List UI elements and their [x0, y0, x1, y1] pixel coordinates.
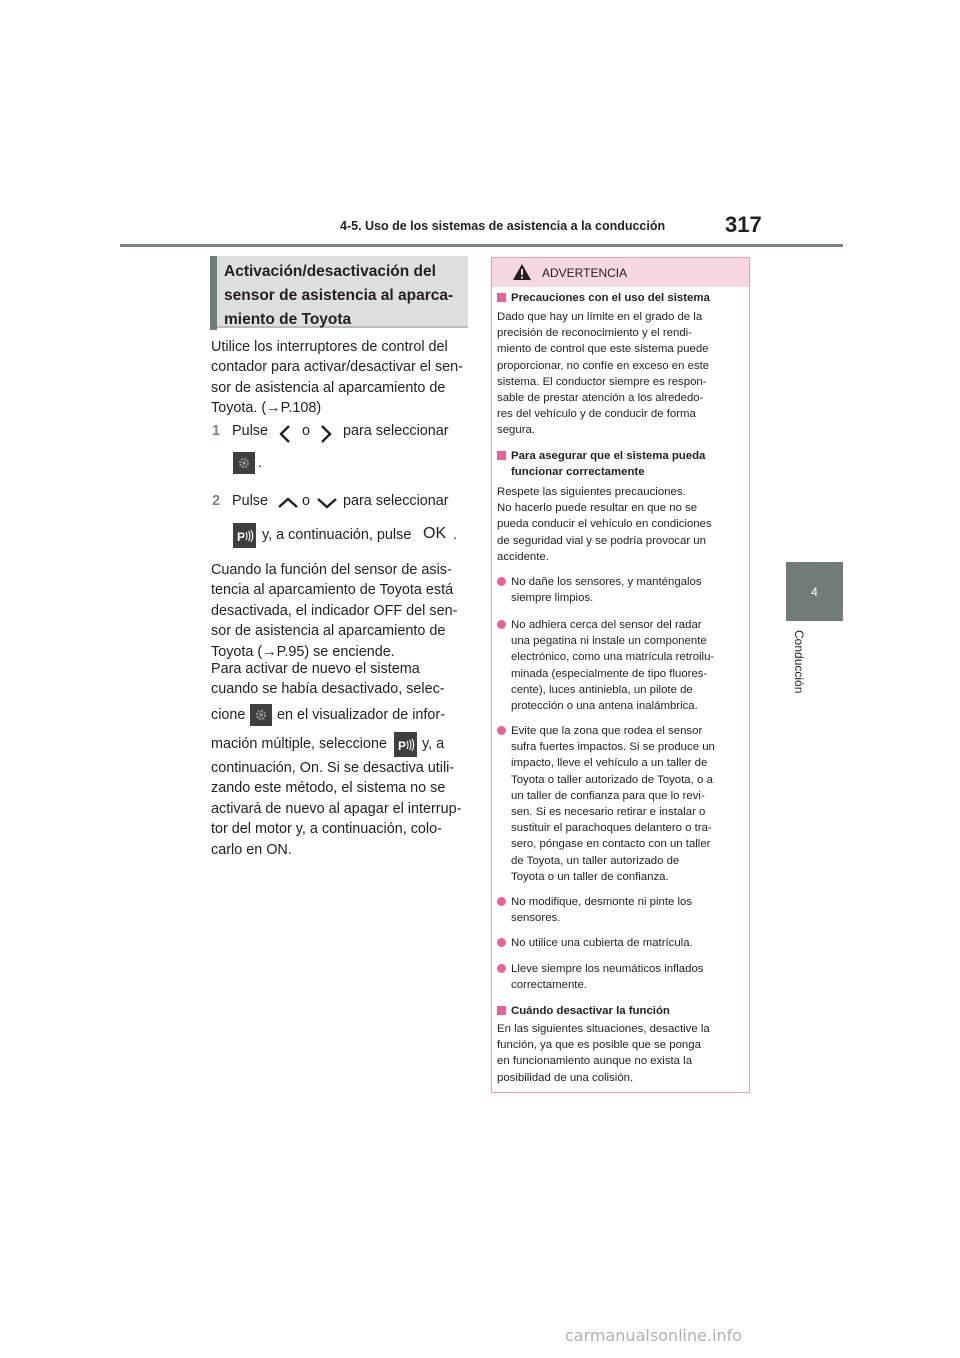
chevron-down-icon [316, 497, 338, 509]
text-line: pueda conducir el vehículo en condiciones [497, 518, 712, 531]
section-heading-line: Activación/desactivación del [224, 263, 436, 280]
text-line: siempre limpios. [511, 592, 594, 605]
step-text: para seleccionar [343, 423, 449, 439]
text-line: de seguridad vial y se podría provocar un [497, 534, 706, 547]
text-line: Respete las siguientes precauciones. [497, 486, 686, 498]
step-text: para seleccionar [343, 493, 449, 509]
text-line: sor de asistencia al aparcamiento de [211, 379, 446, 396]
text-line: zando este método, el sistema no se [211, 780, 446, 797]
paragraph-reactivate-cont [211, 758, 473, 860]
chapter-number: 4 [811, 584, 818, 599]
text-line: segura. [497, 424, 535, 437]
text-line: Cuando la función del sensor de asis- [211, 562, 452, 578]
text-line: impacto, lleve el vehículo a un taller de [511, 757, 708, 770]
text-line: Toyota o un taller de confianza. [511, 870, 669, 883]
svg-text:P: P [236, 529, 245, 544]
header-rule [120, 244, 843, 247]
page-number: 317 [725, 212, 762, 237]
step-end: . [453, 527, 457, 543]
text-line: protección o una antena inalámbrica. [511, 700, 698, 713]
warning-subheading: Cuándo desactivar la función [511, 1005, 670, 1017]
text-line: de Toyota, un taller autorizado de [511, 854, 680, 867]
text-line: Toyota. (→P.108) [211, 400, 322, 417]
text-line: res del vehículo y de conducir de forma [497, 408, 696, 421]
text-line: función, ya que es posible que se ponga [497, 1039, 701, 1052]
warning-subheading: Precauciones con el uso del sistema [511, 292, 710, 304]
text-line: cione [211, 707, 246, 723]
text-line: continuación, On. Si se desactiva utili- [211, 760, 455, 776]
text-line: Toyota o taller autorizado de Toyota, o a [511, 773, 713, 786]
step-end: . [258, 455, 262, 471]
warning-list-item [511, 574, 744, 606]
watermark: carmanualsonline.info [565, 1326, 743, 1345]
warning-list-item [511, 961, 744, 993]
round-bullet [497, 726, 506, 735]
paragraph-off-indicator [211, 560, 473, 662]
chevron-left-icon [279, 424, 291, 444]
warning-paragraph [497, 309, 737, 439]
section-heading [210, 256, 468, 328]
text-line: sen. Si es necesario retirar e instalar o [511, 806, 706, 819]
text-line: No utilice una cubierta de matrícula. [511, 937, 693, 949]
text-line: Evite que la zona que rodea el sensor [511, 725, 703, 737]
round-bullet [497, 577, 506, 586]
text-line: No hacerlo puede resultar en que no se [497, 502, 698, 515]
square-bullet [497, 293, 506, 302]
text-line: funcionar correctamente [511, 466, 645, 479]
text-line: Dado que hay un límite en el grado de la [497, 311, 703, 323]
text-line: sable de prestar atención a los alrededo- [497, 392, 704, 405]
text-line: En las siguientes situaciones, desactive la [497, 1023, 710, 1035]
text-line: carlo en ON. [211, 841, 292, 858]
text-line: sustituir el parachoques delantero o tra- [511, 822, 712, 835]
parking-sensor-icon [394, 732, 417, 757]
text-line: tencia al aparcamiento de Toyota está [211, 582, 454, 599]
text-line: y, a [422, 736, 445, 752]
text-line: proporcionar, no confíe en exceso en este [497, 359, 710, 372]
warning-list-item [511, 935, 744, 951]
text-line: en el visualizador de infor- [277, 707, 445, 723]
chapter-tab [786, 562, 843, 621]
text-line: sero, póngase en contacto con un taller [511, 838, 711, 851]
text-line: sensores. [511, 912, 561, 925]
text-line: sor de asistencia al aparcamiento de [211, 623, 446, 640]
gear-icon [233, 452, 255, 474]
text-line: No dañe los sensores, y manténgalos [511, 576, 702, 588]
step-or: o [302, 493, 311, 509]
text-line: No modifique, desmonte ni pinte los [511, 896, 693, 908]
warning-paragraph [497, 484, 737, 565]
warning-list-item [511, 617, 744, 714]
text-line: sistema. El conductor siempre es respon- [497, 375, 707, 388]
text-line: tor del motor y, a continuación, colo- [211, 821, 442, 838]
text-line: Para activar de nuevo el sistema [211, 661, 420, 677]
running-header-title: 4-5. Uso de los sistemas de asistencia a la conducción [340, 219, 666, 233]
text-line: miento de control que este sistema puede [497, 343, 709, 356]
step-1-line [212, 423, 268, 439]
chapter-label: Conducción [792, 630, 806, 694]
round-bullet [497, 897, 506, 906]
section-heading-line: sensor de asistencia al aparca- [224, 287, 454, 304]
round-bullet [497, 964, 506, 973]
text-line: en funcionamiento aunque no exista la [497, 1055, 693, 1068]
square-bullet [497, 451, 506, 460]
text-line: cuando se había desactivado, selec- [211, 681, 445, 697]
text-line: minada (especialmente de tipo fluores- [511, 667, 708, 680]
round-bullet [497, 620, 506, 629]
chevron-up-icon [277, 497, 299, 509]
text-line: Para asegurar que el sistema pueda [511, 450, 706, 462]
step-2-line [212, 493, 268, 509]
svg-text:P: P [397, 738, 406, 753]
chevron-right-icon [320, 424, 332, 444]
ok-button-label: OK [423, 525, 447, 542]
text-line: posibilidad de una colisión. [497, 1071, 634, 1084]
warning-title: ADVERTENCIA [542, 266, 628, 280]
warning-paragraph [497, 1021, 737, 1086]
warning-list-item [511, 894, 744, 926]
text-line: precisión de reconocimiento y el rendi- [497, 327, 693, 340]
text-line: cente), luces antiniebla, un pilote de [511, 683, 693, 696]
step-text: y, a continuación, pulse [262, 527, 412, 543]
step-or: o [302, 423, 311, 439]
step-number: 2 [212, 493, 221, 509]
text-line: activará de nuevo al apagar el interrup- [211, 800, 462, 817]
text-line: Lleve siempre los neumáticos inflados [511, 963, 704, 975]
step-text: Pulse [232, 493, 268, 509]
warning-subheading [511, 448, 751, 480]
text-line: un taller de confianza para que lo revi- [511, 789, 705, 802]
step-text: Pulse [232, 423, 268, 439]
square-bullet [497, 1006, 506, 1015]
warning-header [492, 258, 749, 287]
text-line: mación múltiple, seleccione [211, 736, 387, 752]
text-line: sufra fuertes impactos. Si se produce un [511, 741, 715, 754]
step-number: 1 [212, 423, 221, 439]
intro-paragraph [211, 337, 473, 419]
text-line: desactivada, el indicador OFF del sen- [211, 602, 458, 619]
warning-triangle-icon [512, 263, 532, 281]
gear-icon [250, 704, 272, 726]
text-line: No adhiera cerca del sensor del radar [511, 619, 702, 631]
text-line: accidente. [497, 550, 549, 563]
text-line: Toyota (→P.95) se enciende. [211, 643, 395, 660]
round-bullet [497, 938, 506, 947]
text-line: correctamente. [511, 979, 587, 992]
text-line: contador para activar/desactivar el sen- [211, 359, 463, 376]
text-line: Utilice los interruptores de control del [211, 339, 448, 355]
warning-list-item [511, 723, 744, 885]
section-heading-line: miento de Toyota [224, 311, 352, 328]
text-line: una pegatina ni instale un componente [511, 635, 707, 648]
parking-sensor-icon [233, 523, 256, 548]
text-line: electrónico, como una matrícula retroilu- [511, 651, 715, 664]
